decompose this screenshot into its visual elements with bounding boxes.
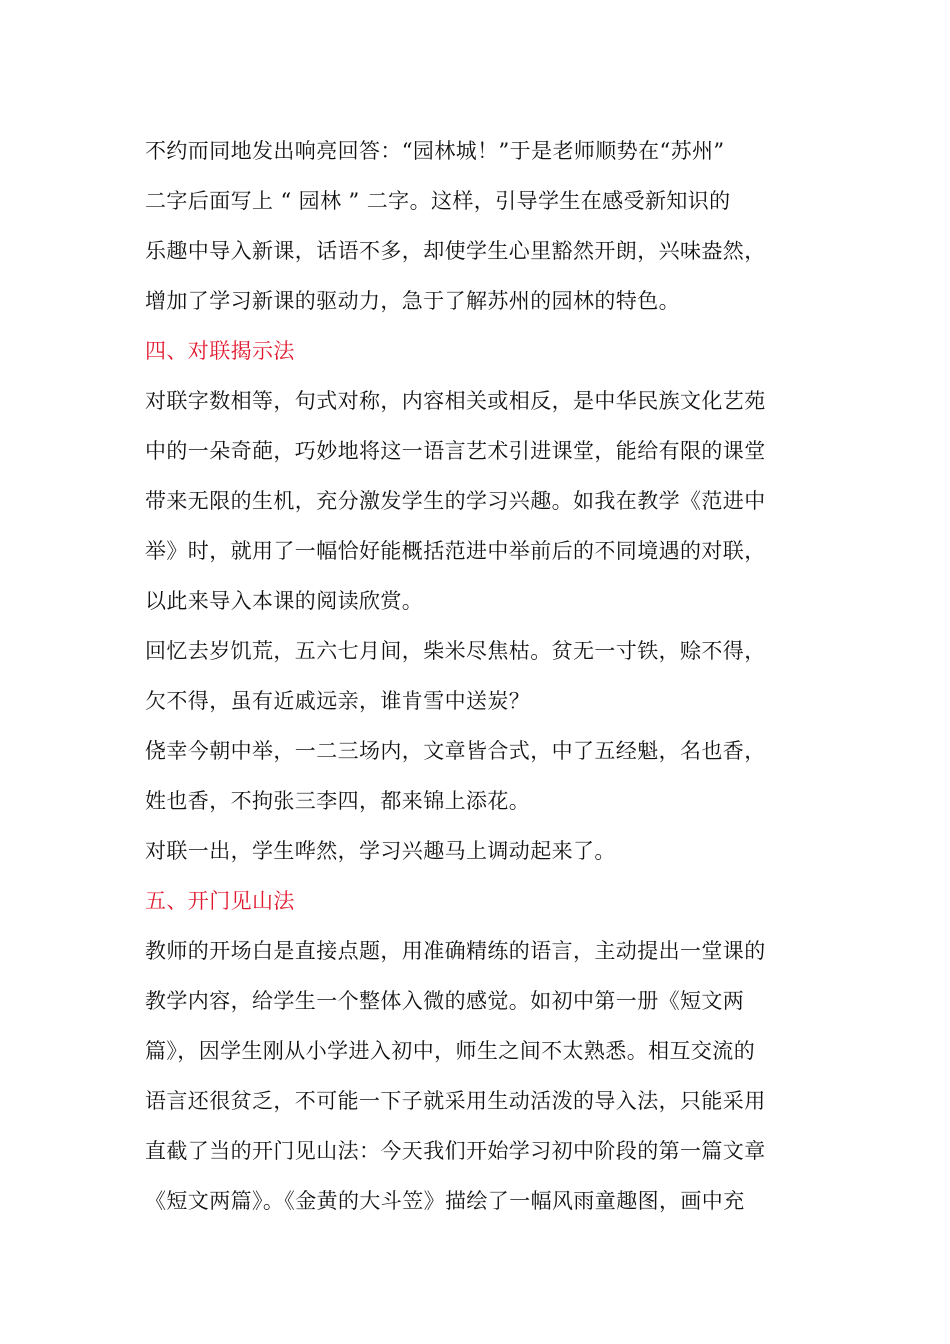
paragraph-line: 篇》，因学生刚从小学进入初中，师生之间不太熟悉。相互交流的 <box>145 1039 756 1063</box>
paragraph-line: 不约而同地发出响亮回答：“园林城！”于是老师顺势在“苏州” <box>145 139 725 163</box>
paragraph-line: 乐趣中导入新课，话语不多，却使学生心里豁然开朗，兴味盎然， <box>145 239 766 263</box>
paragraph-line: 中的一朵奇葩，巧妙地将这一语言艺术引进课堂，能给有限的课堂 <box>145 439 766 463</box>
section-heading: 四、对联揭示法 <box>145 339 295 363</box>
couplet-line: 回忆去岁饥荒，五六七月间，柴米尽焦枯。贫无一寸铁，赊不得， <box>145 639 766 663</box>
paragraph-line: 对联字数相等，句式对称，内容相关或相反，是中华民族文化艺苑 <box>145 389 766 413</box>
section-heading: 五、开门见山法 <box>145 889 295 913</box>
paragraph-line: 带来无限的生机，充分激发学生的学习兴趣。如我在教学《范进中 <box>145 489 766 513</box>
paragraph-line: 二字后面写上 “ 园林 ” 二字。这样，引导学生在感受新知识的 <box>145 189 731 213</box>
paragraph-line: 语言还很贫乏，不可能一下子就采用生动活泼的导入法，只能采用 <box>145 1089 766 1113</box>
paragraph-line: 对联一出，学生哗然，学习兴趣马上调动起来了。 <box>145 839 616 863</box>
paragraph-line: 增加了学习新课的驱动力，急于了解苏州的园林的特色。 <box>145 289 680 313</box>
couplet-line: 姓也香，不拘张三李四，都来锦上添花。 <box>145 789 531 813</box>
paragraph-line: 举》时，就用了一幅恰好能概括范进中举前后的不同境遇的对联， <box>145 539 766 563</box>
paragraph-line: 直截了当的开门见山法：今天我们开始学习初中阶段的第一篇文章 <box>145 1139 766 1163</box>
paragraph-line: 《短文两篇》。《金黄的大斗笠》描绘了一幅风雨童趣图，画中充 <box>145 1189 745 1213</box>
paragraph-line: 以此来导入本课的阅读欣赏。 <box>145 589 424 613</box>
couplet-line: 侥幸今朝中举，一二三场内，文章皆合式，中了五经魁，名也香， <box>145 739 766 763</box>
paragraph-line: 教师的开场白是直接点题，用准确精练的语言，主动提出一堂课的 <box>145 939 766 963</box>
paragraph-line: 教学内容，给学生一个整体入微的感觉。如初中第一册《短文两 <box>145 989 745 1013</box>
couplet-line: 欠不得，虽有近戚远亲，谁肯雪中送炭？ <box>145 689 531 713</box>
